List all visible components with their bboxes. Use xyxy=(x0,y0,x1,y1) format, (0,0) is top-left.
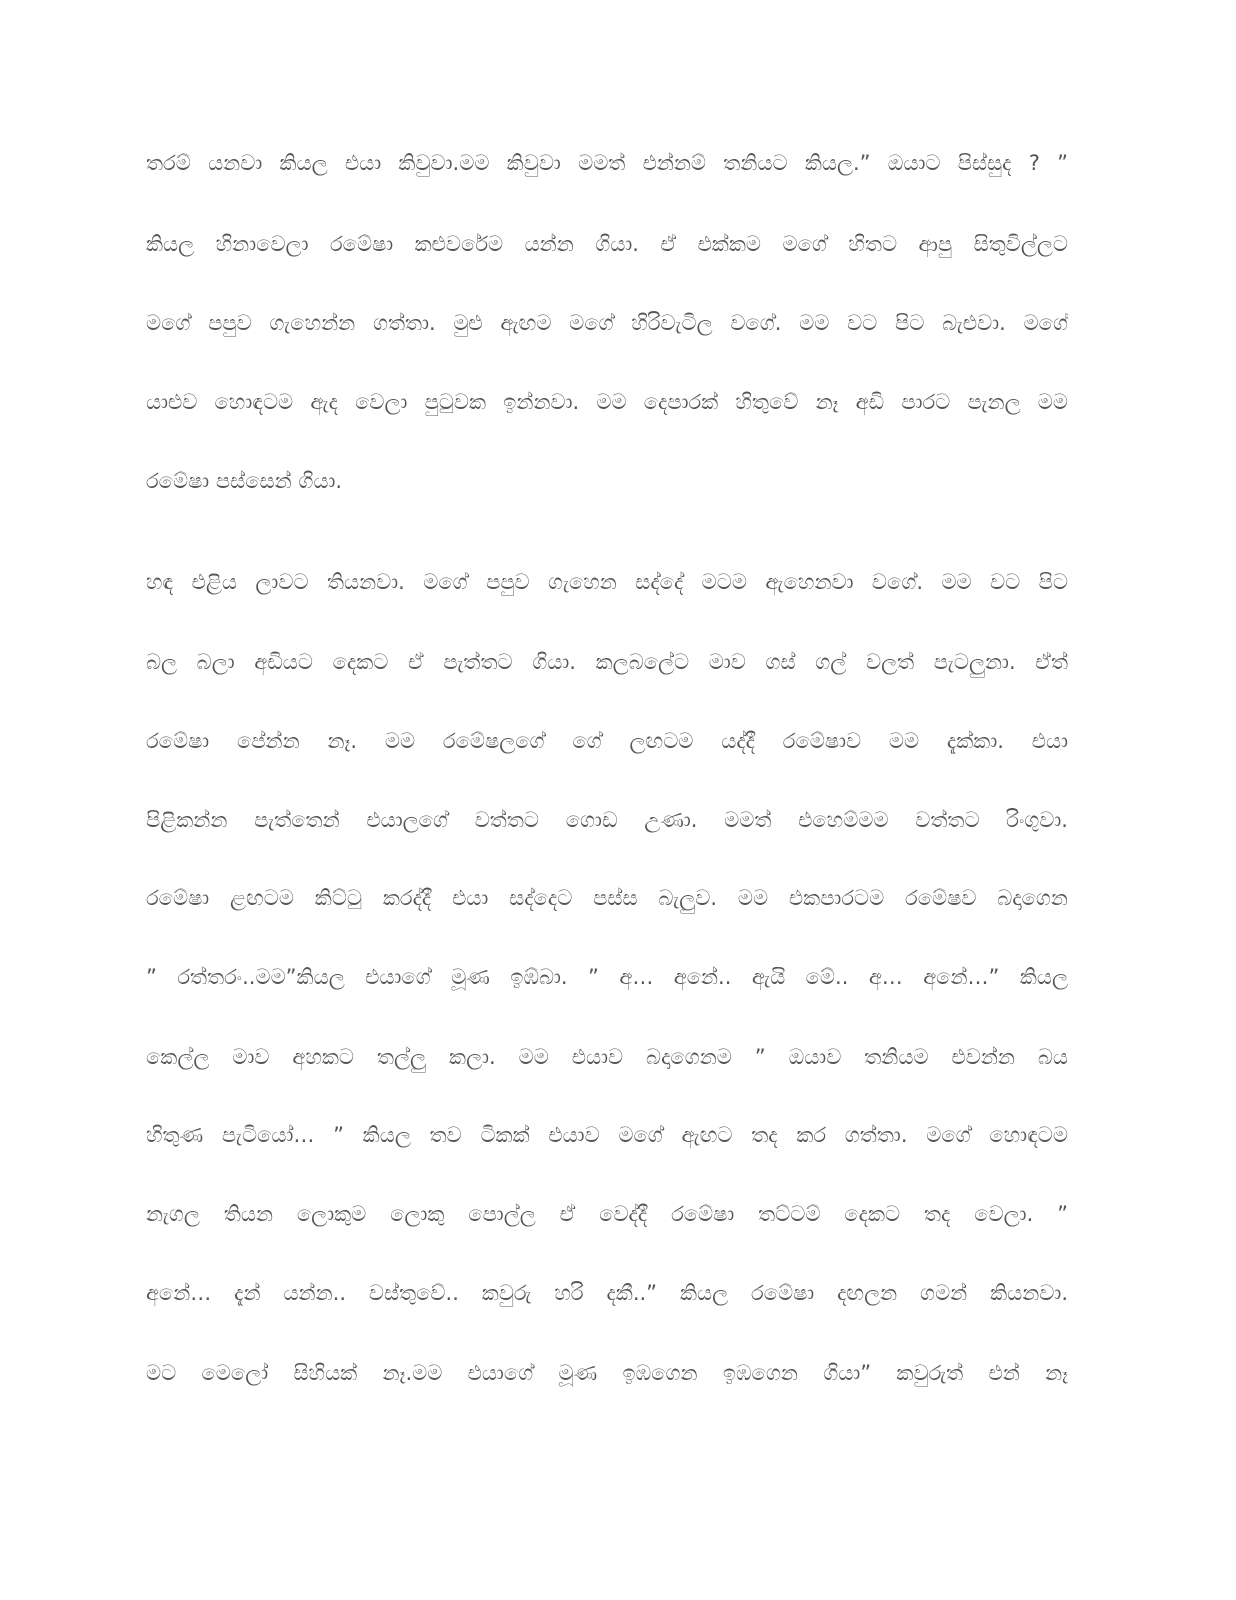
text-line: ” රත්තරං..මම”කියල එයාගේ මූණ ඉඹ්බා. ” අ… අනේ.. ඇයි මේ.. අ… අනේ…” කියල xyxy=(146,965,1068,989)
text-line: රමේෂා ළඟටම කිට්ටු කරද්දී එයා සද්දෙට පස්ස බැලුව. මම එකපාරටම රමේෂව බදාගෙන xyxy=(146,886,1068,910)
text-line: අනේ… දැන් යන්න.. වස්තුවේ.. කවුරු හරි දකී..” කියල රමේෂා දඟලන ගමන් කියනවා. xyxy=(146,1281,1068,1305)
text-line: නැගල තියන ලොකුම ලොකු පොල්ල ඒ වෙද්දී රමේෂා තට්ටම් දෙකට තද වෙලා. ” xyxy=(146,1202,1068,1226)
text-line: තරම් යනවා කියල එයා කිවුවා.මම කිවුවා මමත් එන්නම් තනියට කියල.” ඔයාට පිස්සුද ? ” xyxy=(146,151,1068,175)
text-line: යාළුව හොඳටම ඇද වෙලා පුටුවක ඉන්නවා. මම දෙපාරක් හිතුවේ නෑ අඩි පාරට පැනල මම xyxy=(146,390,1068,414)
text-line: රමේෂා පේන්න නෑ. මම රමේෂලගේ ගේ ලඟටම යද්දී රමේෂාව මම දැක්කා. එයා xyxy=(146,729,1068,753)
text-line: කියල හිනාවෙලා රමේෂා කළුවරේම යන්න ගියා. ඒ එක්කම මගේ හිතට ආපු සිතුවිල්ලට xyxy=(146,232,1068,256)
text-line: බල බලා අඩියට දෙකට ඒ පැත්තට ගියා. කලබලේට මාව ගස් ගල් වලත් පැටලුනා. ඒත් xyxy=(146,650,1068,674)
text-line: හිතුණ පැටියෝ… ” කියල තව ටිකක් එයාව මගේ ඇඟට තද කර ගත්තා. මගේ හොඳටම xyxy=(146,1123,1068,1147)
text-line: කෙල්ල මාව අහකට තල්ලු කලා. මම එයාව බදාගෙනම ” ඔයාව තනියම එවන්න බය xyxy=(146,1045,1068,1069)
text-line: මට මෙලෝ සිහියක් නෑ.මම එයාගේ මූණ ඉඹගෙන ඉඹගෙන ගියා” කවුරුත් එන් නෑ xyxy=(146,1361,1068,1385)
text-line: පිළිකන්න පැත්තෙන් එයාලගේ වත්තට ගොඩ උණා. මමත් එහෙම්මම වත්තට රිංගුවා. xyxy=(146,808,1068,832)
text-line: මගේ පපුව ගැහෙන්න ගත්තා. මුළු ඇඟම මගේ හිරිවැටිල වගේ. මම වට පිට බැළුවා. මගේ xyxy=(146,311,1068,335)
text-line: රමේෂා පස්සෙන් ගියා. xyxy=(146,469,343,493)
text-line: හඳ එළිය ලාවට තියනවා. මගේ පපුව ගැහෙන සද්දේ මටම ඇහෙනවා වගේ. මම වට පිට xyxy=(146,570,1068,594)
